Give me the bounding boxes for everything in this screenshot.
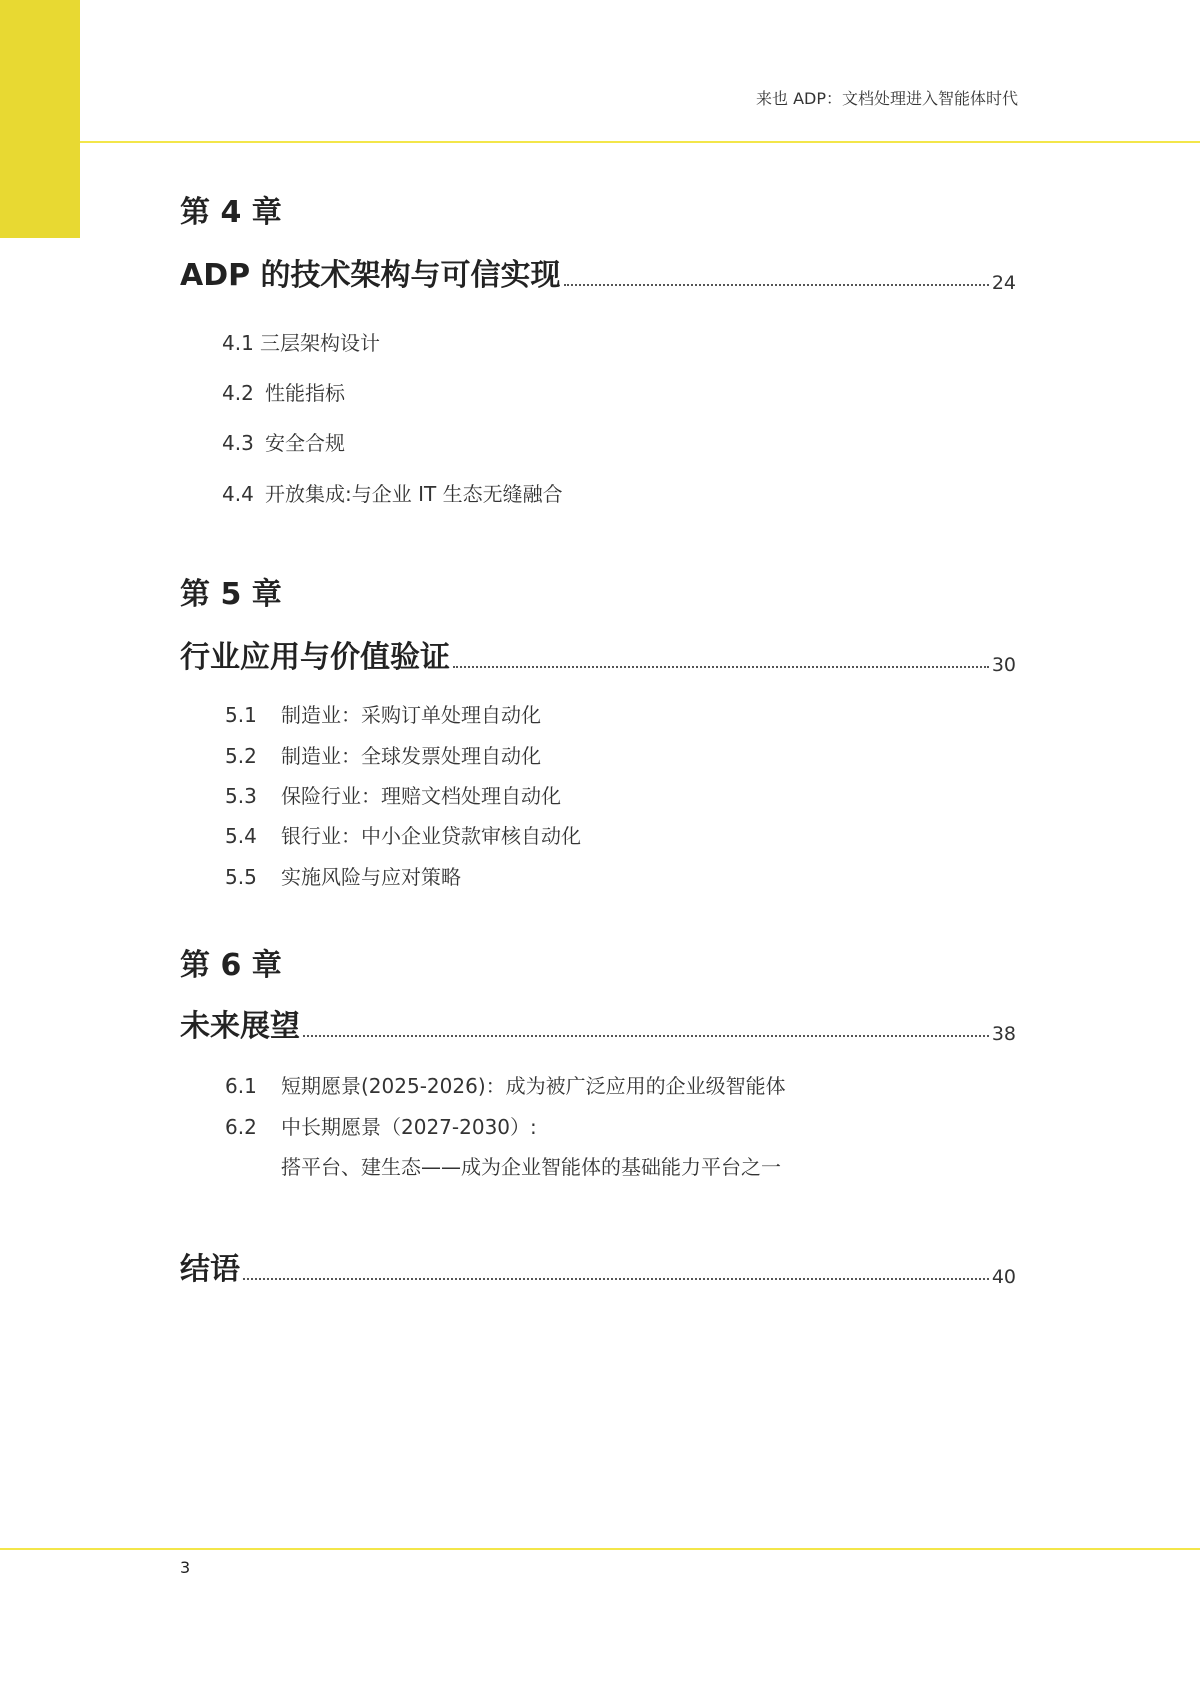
item-text: 实施风险与应对策略	[281, 865, 461, 889]
chapter-title: ADP 的技术架构与可信实现	[180, 258, 561, 293]
item-number: 6.2	[225, 1115, 257, 1139]
item-number: 6.1	[225, 1074, 257, 1098]
page-number: 40	[991, 1266, 1016, 1288]
toc-item[interactable]	[222, 377, 345, 406]
item-text: 制造业：全球发票处理自动化	[281, 744, 541, 768]
item-text: 安全合规	[265, 431, 345, 455]
leader-dots	[303, 1035, 989, 1037]
toc-item[interactable]	[225, 699, 541, 728]
leader-dots	[453, 666, 989, 668]
leader-dots	[564, 284, 989, 286]
footer-page-number: 3	[180, 1558, 191, 1577]
toc-item[interactable]	[225, 820, 581, 849]
toc-item[interactable]	[225, 740, 541, 769]
item-number: 5.2	[225, 744, 257, 768]
item-number: 4.1	[222, 331, 254, 355]
item-text: 短期愿景(2025-2026)：成为被广泛应用的企业级智能体	[281, 1074, 786, 1098]
item-text: 开放集成:与企业 IT 生态无缝融合	[265, 482, 563, 506]
toc-item[interactable]	[222, 327, 380, 356]
item-number: 4.4	[222, 482, 254, 506]
item-number: 4.3	[222, 431, 254, 455]
page-number: 24	[991, 272, 1016, 294]
leader-dots	[243, 1278, 989, 1280]
page-number: 38	[991, 1023, 1016, 1045]
page-number: 30	[991, 654, 1016, 676]
toc-entry-chapter-4[interactable]	[180, 250, 1016, 294]
toc-item[interactable]	[222, 478, 563, 507]
toc-entry-chapter-6[interactable]	[180, 1001, 1016, 1045]
item-number: 5.4	[225, 824, 257, 848]
item-text: 三层架构设计	[260, 331, 380, 355]
chapter-title: 未来展望	[180, 1009, 300, 1044]
toc-item[interactable]	[225, 1111, 537, 1140]
running-header: 来也 ADP：文档处理进入智能体时代	[755, 89, 1018, 108]
chapter-title: 行业应用与价值验证	[180, 640, 450, 675]
chapter-5-label: 第 5 章	[180, 577, 282, 612]
item-number: 4.2	[222, 381, 254, 405]
toc-entry-conclusion[interactable]	[180, 1244, 1016, 1288]
toc-item[interactable]	[222, 427, 345, 456]
toc-item-continuation[interactable]: 搭平台、建生态——成为企业智能体的基础能力平台之一	[281, 1155, 781, 1179]
item-number: 5.5	[225, 865, 257, 889]
header-divider	[80, 141, 1200, 143]
item-text: 保险行业：理赔文档处理自动化	[281, 784, 561, 808]
item-text: 银行业：中小企业贷款审核自动化	[281, 824, 581, 848]
toc-item[interactable]	[225, 780, 561, 809]
chapter-4-label: 第 4 章	[180, 195, 282, 230]
toc-item[interactable]	[225, 861, 461, 890]
toc-entry-chapter-5[interactable]	[180, 632, 1016, 676]
chapter-6-label: 第 6 章	[180, 948, 282, 983]
conclusion-title: 结语	[180, 1252, 240, 1287]
item-text: 中长期愿景（2027-2030）:	[281, 1115, 537, 1139]
item-text: 性能指标	[265, 381, 345, 405]
item-number: 5.1	[225, 703, 257, 727]
item-text: 制造业：采购订单处理自动化	[281, 703, 541, 727]
yellow-corner-block	[0, 0, 80, 238]
footer-divider	[0, 1548, 1200, 1550]
toc-item[interactable]	[225, 1070, 786, 1099]
item-number: 5.3	[225, 784, 257, 808]
